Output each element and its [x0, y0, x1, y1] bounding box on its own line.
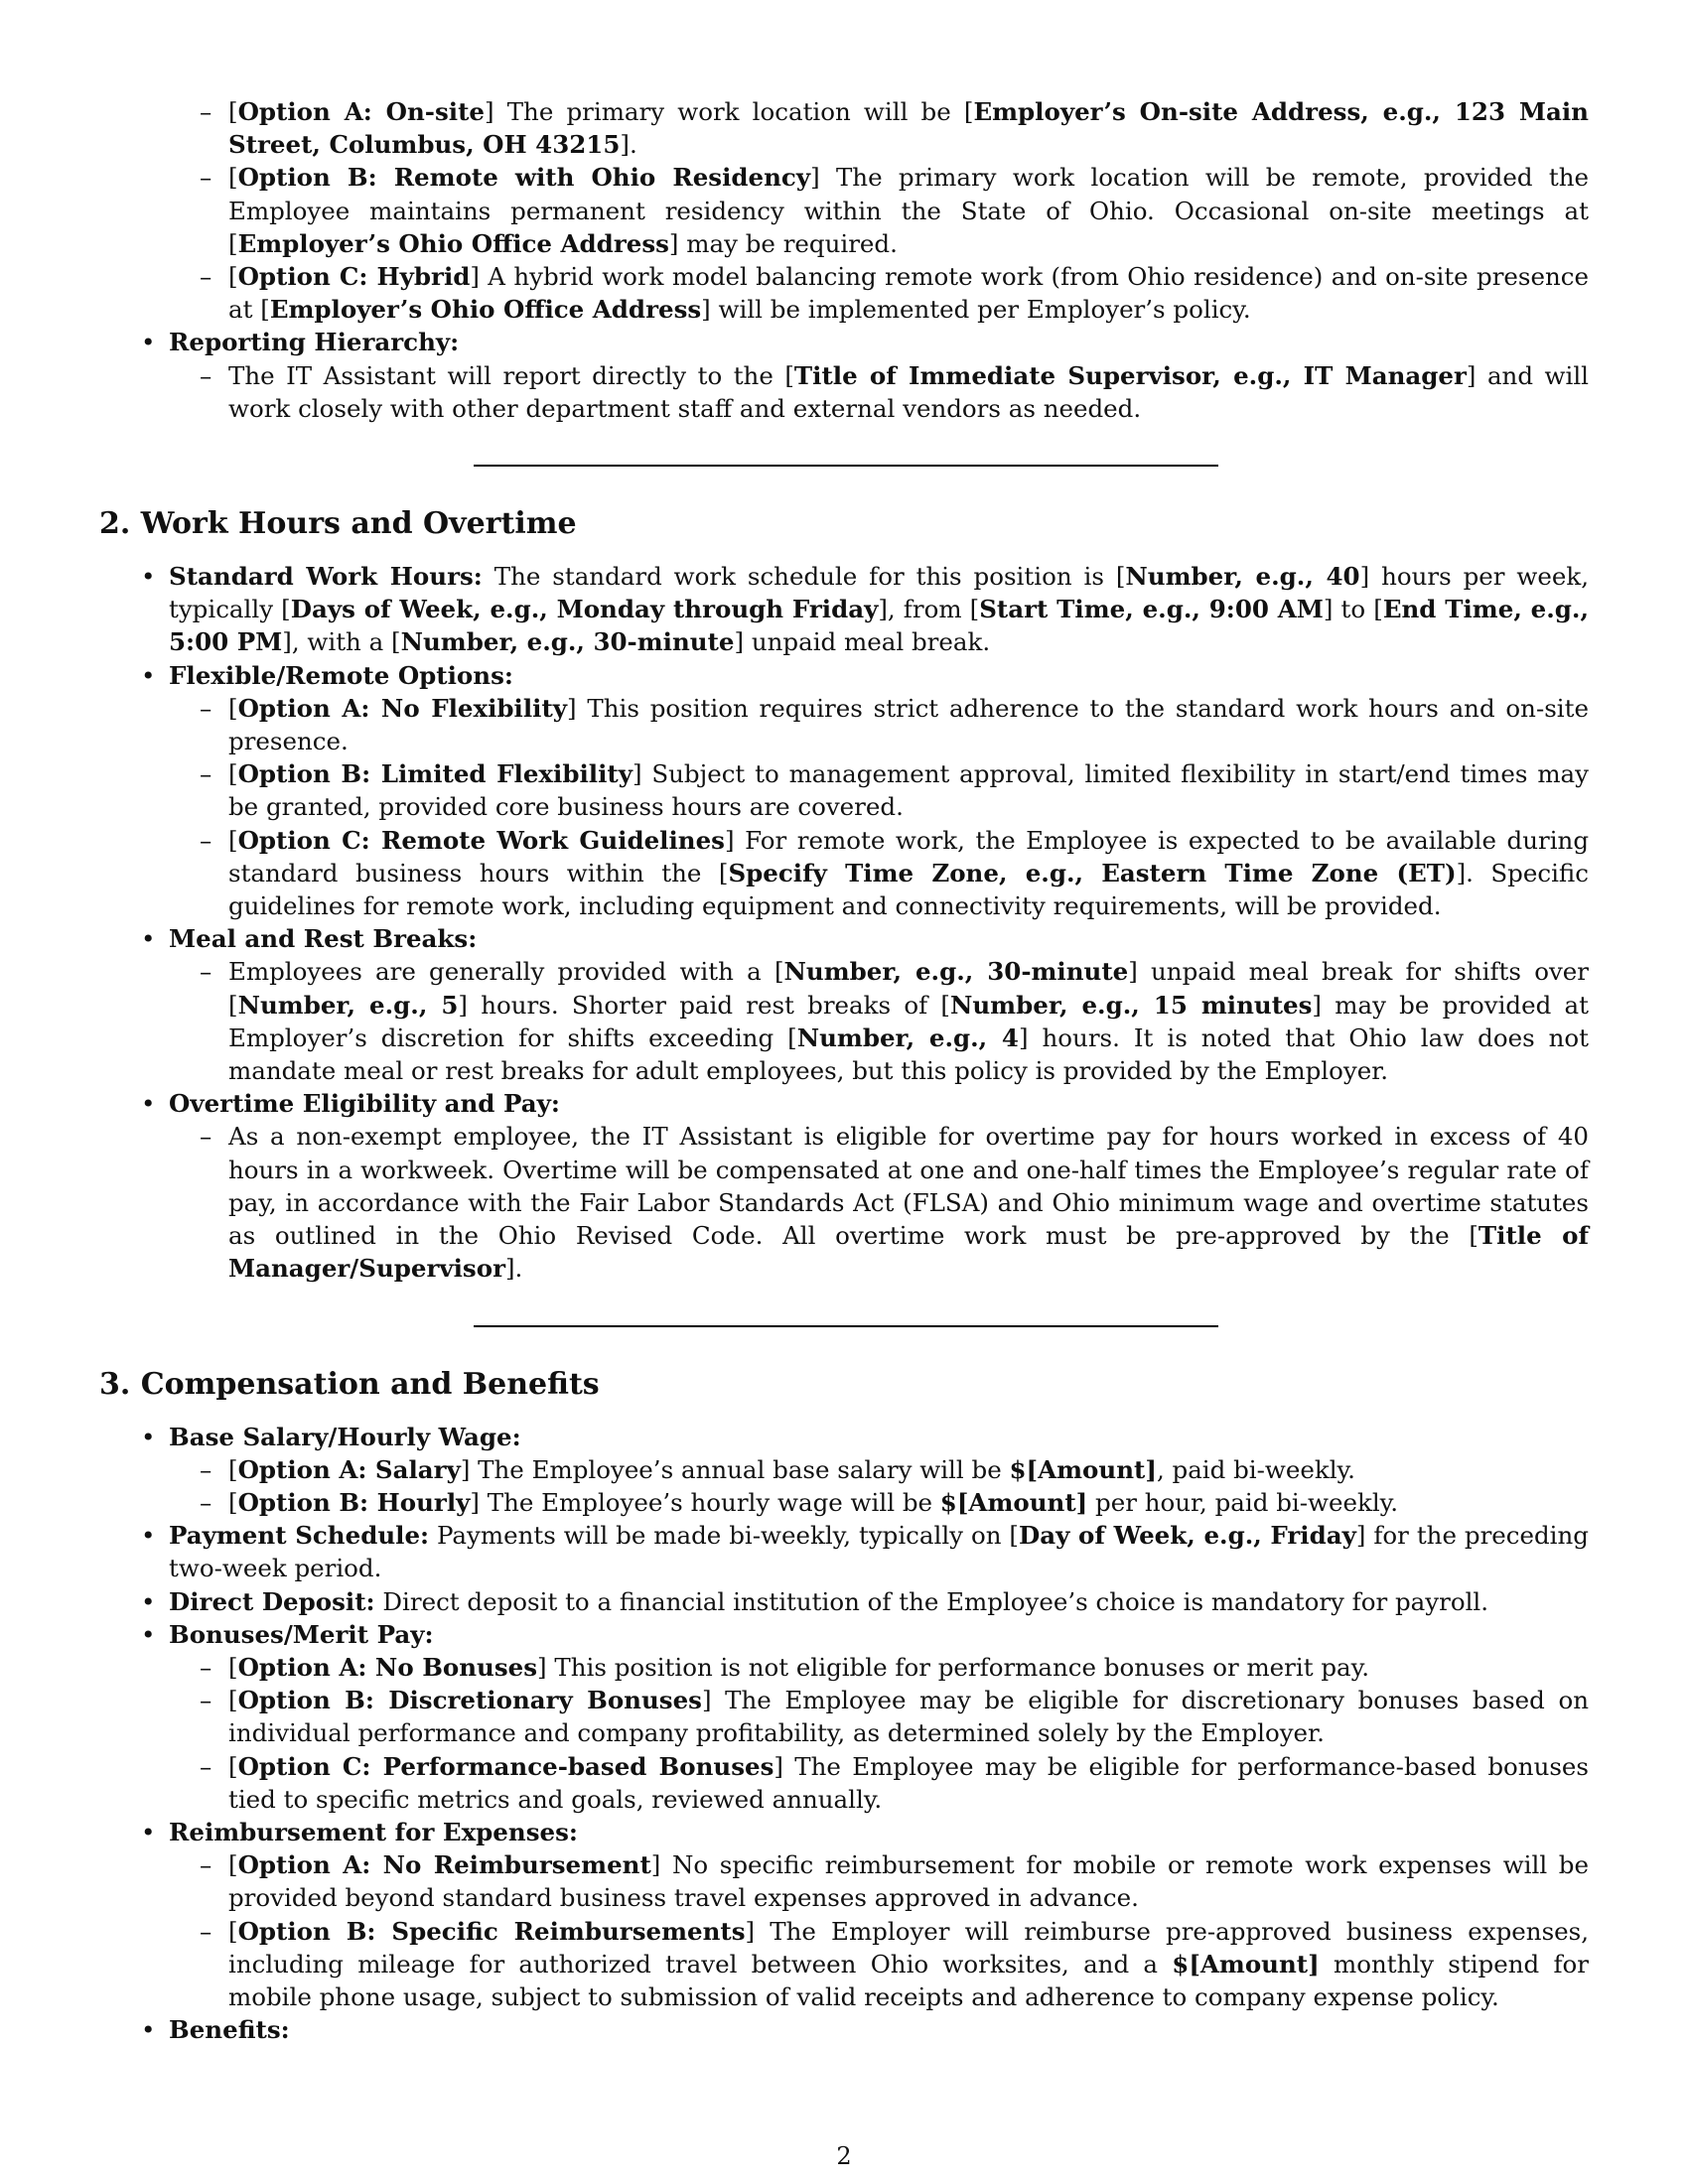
location-option-b: – [Option B: Remote with Ohio Residency] The primary work location will be remote, provided the Employee maintains permanent residency within the State of Ohio. Occasional on-site meetings at [Employer’s Ohio Office Address] may be required. — [99, 161, 1589, 260]
reimbursement-option-b: – [Option B: Specific Reimbursements] The Employer will reimburse pre-approved business expenses, including mileage for authorized travel between Ohio worksites, and a $[Amount] monthly stipend for mobile phone usage, subject to submission of valid receipts and adherence to company expense policy. — [99, 1915, 1589, 2014]
overtime-heading: • Overtime Eligibility and Pay: — [99, 1087, 1589, 1120]
base-salary-heading: • Base Salary/Hourly Wage: — [99, 1421, 1589, 1453]
reimbursement-heading: • Reimbursement for Expenses: — [99, 1816, 1589, 1848]
bonus-option-b: – [Option B: Discretionary Bonuses] The Employee may be eligible for discretionary bonuses based on individual performance and company profitability, as determined solely by the Employer. — [99, 1684, 1589, 1749]
location-option-c: – [Option C: Hybrid] A hybrid work model balancing remote work (from Ohio residence) and on-site presence at [Employer’s Ohio Office Address] will be implemented per Employer’s policy. — [99, 260, 1589, 326]
page-content — [99, 95, 1589, 2046]
flex-option-c: – [Option C: Remote Work Guidelines] For remote work, the Employee is expected to be available during standard business hours within the [Specify Time Zone, e.g., Eastern Time Zone (ET)]. Specific guidelines for remote work, including equipment and connectivity requirements, will be provided. — [99, 824, 1589, 923]
flex-option-b: – [Option B: Limited Flexibility] Subject to management approval, limited flexibility in start/end times may be granted, provided core business hours are covered. — [99, 757, 1589, 823]
standard-hours-item: • Standard Work Hours: The standard work schedule for this position is [Number, e.g., 40] hours per week, typically [Days of Week, e.g., Monday through Friday], from [Start Time, e.g., 9:00 AM] to [End Time, e.g., 5:00 PM], with a [Number, e.g., 30-minute] unpaid meal break. — [99, 560, 1589, 659]
flex-option-a: – [Option A: No Flexibility] This position requires strict adherence to the standard work hours and on-site presence. — [99, 692, 1589, 757]
benefits-heading: • Benefits: — [99, 2013, 1589, 2046]
reporting-heading: • Reporting Hierarchy: — [99, 326, 1589, 358]
payment-schedule-item: • Payment Schedule: Payments will be made bi-weekly, typically on [Day of Week, e.g., Friday] for the preceding two-week period. — [99, 1519, 1589, 1584]
meal-breaks-heading: • Meal and Rest Breaks: — [99, 922, 1589, 955]
flex-options-heading: • Flexible/Remote Options: — [99, 659, 1589, 692]
section-2-title: 2. Work Hours and Overtime — [99, 506, 577, 542]
base-option-a: – [Option A: Salary] The Employee’s annual base salary will be $[Amount], paid bi-weekly. — [99, 1453, 1589, 1486]
location-option-a: – [Option A: On-site] The primary work location will be [Employer’s On-site Address, e.g., 123 Main Street, Columbus, OH 43215]. — [99, 95, 1589, 161]
bonus-option-a: – [Option A: No Bonuses] This position is not eligible for performance bonuses or merit pay. — [99, 1651, 1589, 1684]
bonuses-heading: • Bonuses/Merit Pay: — [99, 1618, 1589, 1651]
section-divider — [474, 1325, 1218, 1327]
meal-breaks-text: – Employees are generally provided with a [Number, e.g., 30-minute] unpaid meal break for shifts over [Number, e.g., 5] hours. Shorter paid rest breaks of [Number, e.g., 15 minutes] may be provided at Employer’s discretion for shifts exceeding [Number, e.g., 4] hours. It is noted that Ohio law does not mandate meal or rest breaks for adult employees, but this policy is provided by the Employer. — [99, 955, 1589, 1087]
bonus-option-c: – [Option C: Performance-based Bonuses] The Employee may be eligible for performance-based bonuses tied to specific metrics and goals, reviewed annually. — [99, 1750, 1589, 1816]
overtime-text: – As a non-exempt employee, the IT Assistant is eligible for overtime pay for hours worked in excess of 40 hours in a workweek. Overtime will be compensated at one and one-half times the Employee’s regular rate of pay, in accordance with the Fair Labor Standards Act (FLSA) and Ohio minimum wage and overtime statutes as outlined in the Ohio Revised Code. All overtime work must be pre-approved by the [Title of Manager/Supervisor]. — [99, 1120, 1589, 1285]
reporting-text: – The IT Assistant will report directly to the [Title of Immediate Supervisor, e.g., IT Manager] and will work closely with other department staff and external vendors as needed. — [99, 359, 1589, 425]
section-3-title: 3. Compensation and Benefits — [99, 1366, 600, 1402]
page-number: 2 — [836, 2142, 852, 2170]
direct-deposit-item: • Direct Deposit: Direct deposit to a financial institution of the Employee’s choice is mandatory for payroll. — [99, 1585, 1589, 1618]
base-option-b: – [Option B: Hourly] The Employee’s hourly wage will be $[Amount] per hour, paid bi-weekly. — [99, 1486, 1589, 1519]
section-divider — [474, 465, 1218, 467]
reimbursement-option-a: – [Option A: No Reimbursement] No specific reimbursement for mobile or remote work expenses will be provided beyond standard business travel expenses approved in advance. — [99, 1848, 1589, 1914]
